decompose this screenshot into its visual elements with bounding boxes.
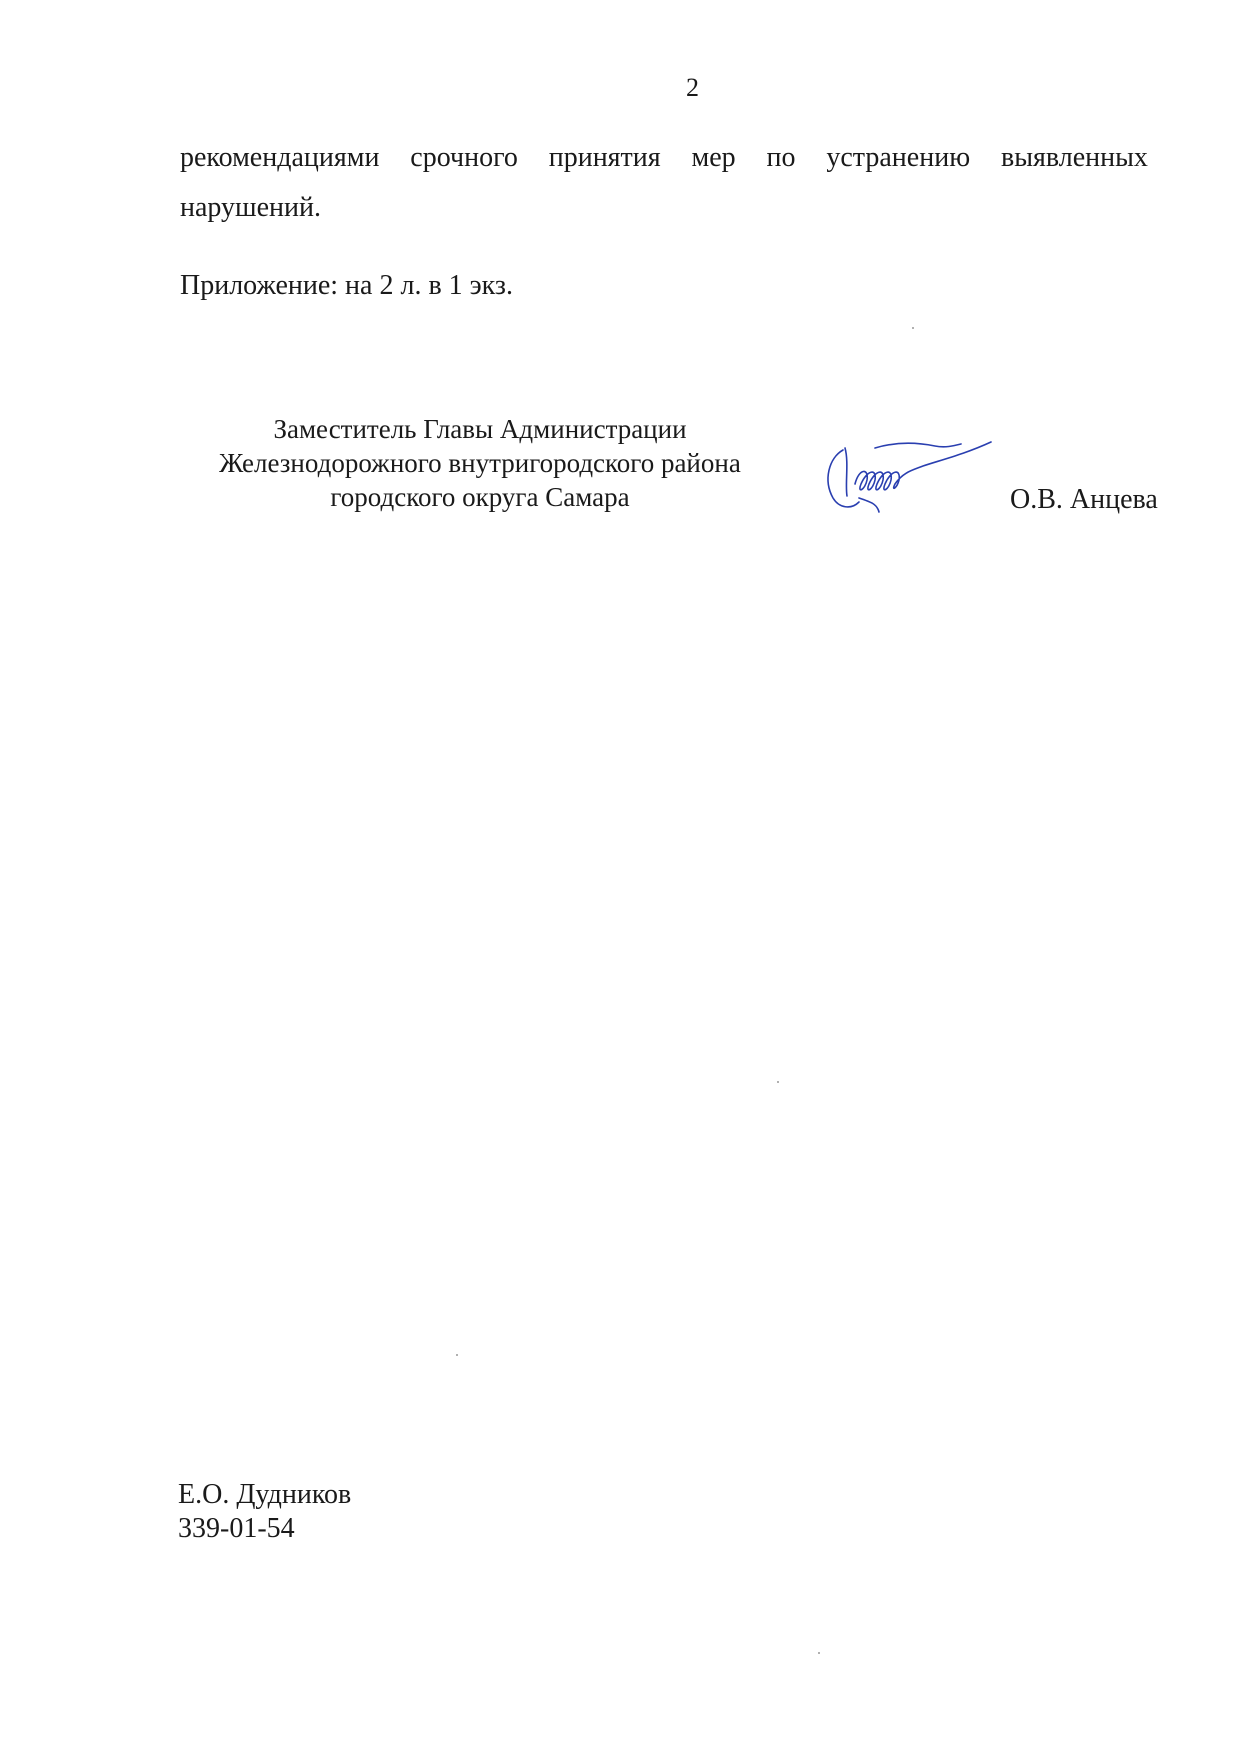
body-line-2: нарушений. xyxy=(180,192,321,223)
signatory-name: О.В. Анцева xyxy=(1010,484,1158,515)
scan-speck xyxy=(456,1354,458,1356)
handwritten-signature xyxy=(815,432,1005,522)
body-word: рекомендациями xyxy=(180,142,380,173)
scan-speck xyxy=(912,327,914,329)
body-word: выявленных xyxy=(1000,142,1148,173)
executor-phone: 339-01-54 xyxy=(178,1513,295,1544)
attachment-note: Приложение: на 2 л. в 1 экз. xyxy=(180,270,513,301)
position-line: Железнодорожного внутригородского района xyxy=(219,448,741,478)
body-word: по xyxy=(766,142,796,173)
body-paragraph xyxy=(180,133,1148,233)
body-word: принятия xyxy=(548,142,661,173)
body-word: устранению xyxy=(826,142,971,173)
position-line: Заместитель Главы Администрации xyxy=(273,414,687,444)
page-number: 2 xyxy=(686,73,699,102)
body-line-1 xyxy=(180,133,1148,183)
body-word: срочного xyxy=(410,142,518,173)
scan-speck xyxy=(777,1081,779,1083)
position-line: городского округа Самара xyxy=(330,482,630,512)
executor-block xyxy=(178,1478,351,1546)
body-word: мер xyxy=(691,142,736,173)
scan-speck xyxy=(818,1652,820,1654)
executor-name: Е.О. Дудников xyxy=(178,1479,352,1510)
signatory-position xyxy=(170,412,790,514)
